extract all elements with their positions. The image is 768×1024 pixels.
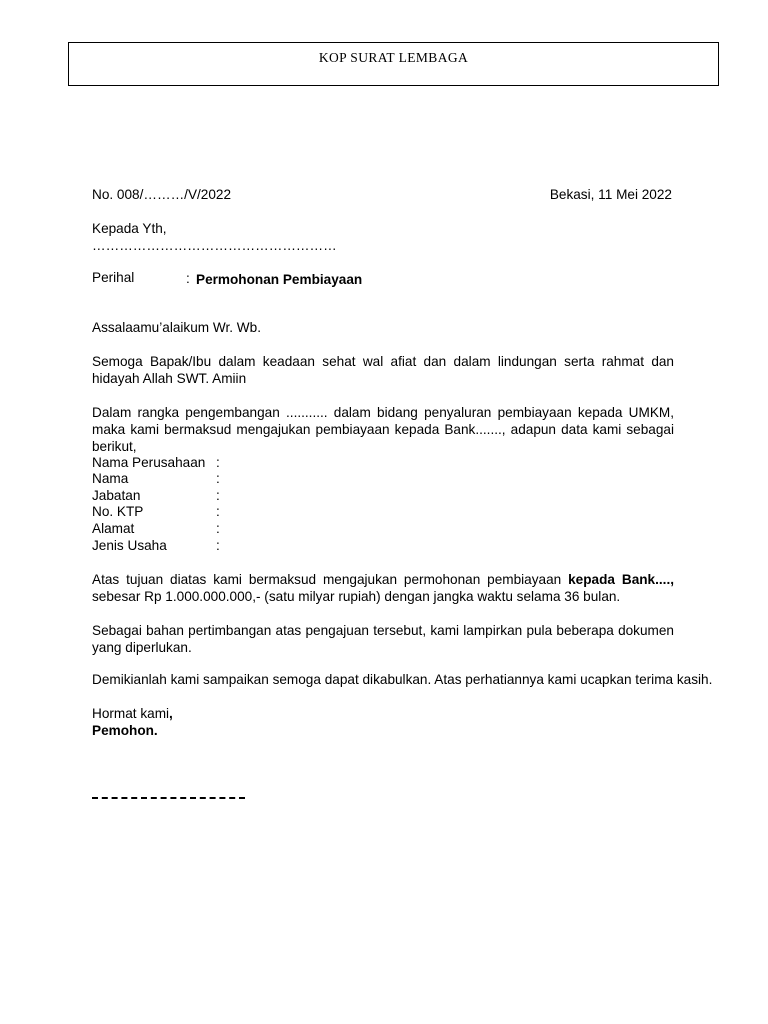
- field-colon: :: [216, 504, 220, 519]
- field-colon: :: [216, 488, 220, 503]
- field-label: Nama: [92, 471, 129, 486]
- field-colon: :: [216, 471, 220, 486]
- greeting: Assalaamu’alaikum Wr. Wb.: [92, 320, 261, 335]
- paragraph-attachments: Sebagai bahan pertimbangan atas pengajuan tersebut, kami lampirkan pula beberapa dokumen yang diperlukan.: [92, 623, 674, 655]
- place-date: Bekasi, 11 Mei 2022: [549, 187, 672, 202]
- paragraph-intro: Dalam rangka pengembangan ........... dalam bidang penyaluran pembiayaan kepada UMKM, maka kami bermaksud mengajukan pembiayaan kepada Bank......., adapun data kami sebagai berikut,: [92, 405, 674, 454]
- field-label: Jabatan: [92, 488, 141, 503]
- paragraph-closing: Demikianlah kami sampaikan semoga dapat dikabulkan. Atas perhatiannya kami ucapkan terima kasih.: [92, 672, 713, 687]
- perihal-value: Permohonan Pembiayaan: [196, 272, 363, 287]
- field-label: Jenis Usaha: [92, 538, 167, 553]
- paragraph-request: [92, 571, 674, 605]
- signature-line: [92, 797, 245, 799]
- field-colon: :: [216, 538, 220, 553]
- perihal-label: Perihal: [92, 270, 135, 285]
- request-bank-bold: kepada Bank....,: [568, 572, 674, 587]
- recipient-label: Kepada Yth,: [92, 221, 167, 236]
- field-colon: :: [216, 521, 220, 536]
- request-text-start: Atas tujuan diatas kami bermaksud mengajukan permohonan pembiayaan: [92, 572, 569, 587]
- closing-comma: ,: [169, 706, 173, 721]
- field-label: No. KTP: [92, 504, 144, 519]
- perihal-colon: :: [186, 271, 190, 286]
- letterhead-box: [68, 42, 719, 86]
- letterhead-title: KOP SURAT LEMBAGA: [318, 50, 469, 65]
- recipient-dots: ………………………………………………: [92, 238, 337, 253]
- field-label: Alamat: [92, 521, 135, 536]
- paragraph-wishes: Semoga Bapak/Ibu dalam keadaan sehat wal afiat dan dalam lindungan serta rahmat dan hidayah Allah SWT. Amiin: [92, 354, 674, 386]
- letter-number: No. 008/………/V/2022: [92, 187, 232, 202]
- closing-text: Hormat kami: [92, 706, 170, 721]
- field-colon: :: [216, 455, 220, 470]
- request-text-end: sebesar Rp 1.000.000.000,- (satu milyar rupiah) dengan jangka waktu selama 36 bulan.: [92, 589, 621, 604]
- signer-title: Pemohon.: [92, 723, 158, 738]
- closing-greeting: [92, 706, 173, 721]
- field-label: Nama Perusahaan: [92, 455, 206, 470]
